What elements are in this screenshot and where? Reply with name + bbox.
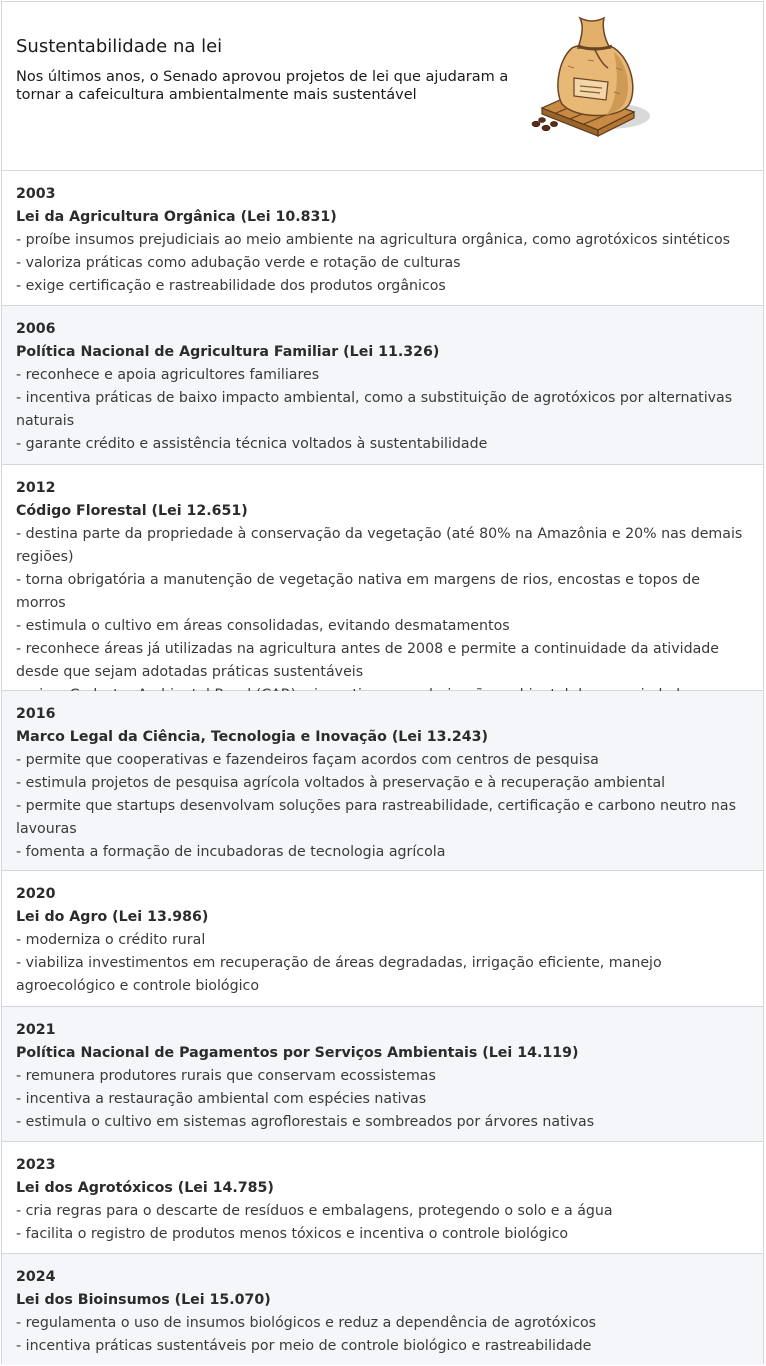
entry-bullet: - proíbe insumos prejudiciais ao meio ambiente na agricultura orgânica, como agrotóxicos sintéticos [16,232,731,248]
timeline-entry-2006 [2,306,763,465]
entry-bullet: - incentiva práticas sustentáveis por meio de controle biológico e rastreabilidade [16,1338,592,1354]
entry-bullet: - facilita o registro de produtos menos tóxicos e incentiva o controle biológico [16,1226,569,1242]
entry-bullet: - estimula o cultivo em sistemas agroflorestais e sombreados por árvores nativas [16,1114,595,1130]
header [2,2,763,171]
timeline-entry-2020 [2,871,763,1007]
timeline-entry-2024 [2,1254,763,1365]
entry-bullet: - remunera produtores rurais que conservam ecossistemas [16,1068,436,1084]
timeline-entry-2021 [2,1007,763,1142]
entry-law-title: Lei da Agricultura Orgânica (Lei 10.831) [16,209,337,225]
entry-year: 2012 [16,480,56,496]
entry-law-title: Lei dos Bioinsumos (Lei 15.070) [16,1292,271,1308]
entry-bullet: - incentiva práticas de baixo impacto ambiental, como a substituição de agrotóxicos por alternativas naturais [16,390,733,429]
entry-law-title: Lei dos Agrotóxicos (Lei 14.785) [16,1180,274,1196]
entry-bullet: - viabiliza investimentos em recuperação de áreas degradadas, irrigação eficiente, manejo agroecológico e controle biológico [16,955,662,994]
entry-bullet: - torna obrigatória a manutenção de vegetação nativa em margens de rios, encostas e topos de morros [16,572,700,611]
entry-law-title: Lei do Agro (Lei 13.986) [16,909,209,925]
entry-bullet: - fomenta a formação de incubadoras de tecnologia agrícola [16,844,446,860]
entry-bullet: - destina parte da propriedade à conservação da vegetação (até 80% na Amazônia e 20% nas demais regiões) [16,526,743,565]
timeline-entry-2012 [2,465,763,691]
entry-bullet: - estimula o cultivo em áreas consolidadas, evitando desmatamentos [16,618,510,634]
entry-bullet: - permite que cooperativas e fazendeiros façam acordos com centros de pesquisa [16,752,599,768]
page-title: Sustentabilidade na lei [16,36,223,57]
timeline-entry-2003 [2,171,763,306]
entry-year: 2023 [16,1157,56,1173]
entry-bullet: - exige certificação e rastreabilidade dos produtos orgânicos [16,278,446,294]
page-subtitle: Nos últimos anos, o Senado aprovou projetos de lei que ajudaram a tornar a cafeicultura ambientalmente mais sustentável [16,69,509,103]
entry-year: 2006 [16,321,56,337]
timeline-entry-2016 [2,691,763,871]
entry-bullet: - estimula projetos de pesquisa agrícola voltados à preservação e à recuperação ambiental [16,775,666,791]
coffee-sack-on-pallet-icon [528,12,658,140]
entry-bullet: - cria regras para o descarte de resíduos e embalagens, protegendo o solo e a água [16,1203,613,1219]
entry-bullet: - permite que startups desenvolvam soluções para rastreabilidade, certificação e carbono neutro nas lavouras [16,798,737,837]
entry-year: 2021 [16,1022,56,1038]
entry-law-title: Política Nacional de Agricultura Familiar (Lei 11.326) [16,344,440,360]
entry-law-title: Política Nacional de Pagamentos por Serviços Ambientais (Lei 14.119) [16,1045,579,1061]
entry-bullet: - moderniza o crédito rural [16,932,206,948]
entry-year: 2024 [16,1269,56,1285]
entry-bullet: - reconhece áreas já utilizadas na agricultura antes de 2008 e permite a continuidade da atividade desde que sejam adotadas práticas sustentáveis [16,641,720,680]
entry-year: 2003 [16,186,56,202]
content-frame [1,1,764,1364]
entry-year: 2020 [16,886,56,902]
entry-bullet: - regulamenta o uso de insumos biológicos e reduz a dependência de agrotóxicos [16,1315,597,1331]
timeline-entry-2023 [2,1142,763,1254]
entry-year: 2016 [16,706,56,722]
entry-law-title: Marco Legal da Ciência, Tecnologia e Inovação (Lei 13.243) [16,729,488,745]
entry-bullet: - reconhece e apoia agricultores familiares [16,367,320,383]
entry-bullet: - incentiva a restauração ambiental com espécies nativas [16,1091,427,1107]
entry-bullet: - valoriza práticas como adubação verde e rotação de culturas [16,255,461,271]
entry-law-title: Código Florestal (Lei 12.651) [16,503,248,519]
entry-bullet: - garante crédito e assistência técnica voltados à sustentabilidade [16,436,488,452]
